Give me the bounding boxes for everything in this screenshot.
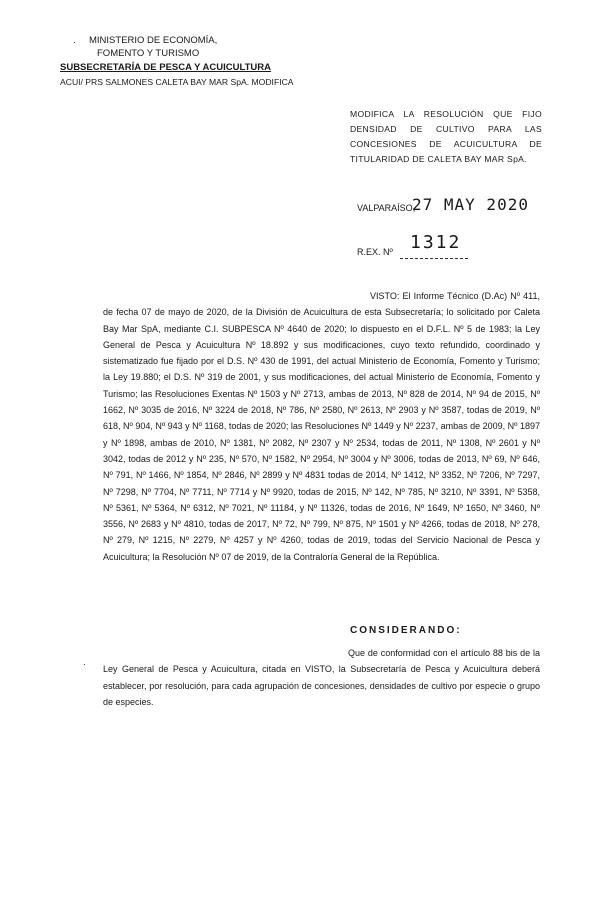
rex-number-stamp: 1312 bbox=[410, 232, 462, 253]
rex-label: R.EX. Nº bbox=[357, 247, 393, 257]
considerando-paragraph: Que de conformidad con el artículo 88 bis de la Ley General de Pesca y Acuicultura, citada en VISTO, la Subsecretaría de Pesca y Acuicultura deberá establecer, por resolución, para cada agrupación de concesiones, densidades de cultivo por especie o grupo de especies. bbox=[103, 648, 540, 707]
margin-mark: · bbox=[83, 659, 86, 669]
reference-line: ACUI/ PRS SALMONES CALETA BAY MAR SpA. MODIFICA bbox=[60, 77, 294, 87]
rex-underline bbox=[400, 258, 468, 259]
ministry-line-1: MINISTERIO DE ECONOMÍA, bbox=[89, 35, 218, 46]
place-label: VALPARAÍSO, bbox=[357, 203, 416, 213]
visto-paragraph: VISTO: El Informe Técnico (D.Ac) Nº 411, de fecha 07 de mayo de 2020, de la División de Acuicultura de esta Subsecretaría; lo solicitado por Caleta Bay Mar SpA, mediante C.I. SUBPESCA Nº 4640 de 2020; lo dispuesto en el D.F.L. Nº 5 de 1983; la Ley General de Pesca y Acuicultura Nº 18.892 y sus modificaciones, cuyo texto refundido, coordinado y sistematizado fue fijado por el D.S. Nº 430 de 1991, del actual Ministerio de Economía, Fomento y Turismo; la Ley 19.880; el D.S. Nº 319 de 2001, y sus modificaciones, del actual Ministerio de Economía, Fomento y Turismo; las Resoluciones Exentas Nº 1503 y Nº 2713, ambas de 2013, Nº 828 de 2014, Nº 94 de 2015, Nº 1662, Nº 3035 de 2016, Nº 3224 de 2018, Nº 786, Nº 2580, Nº 2613, Nº 2903 y Nº 3587, todas de 2019, Nº 618, Nº 904, Nº 943 y Nº 1168, todas de 2020; las Resoluciones Nº 1449 y Nº 2237, ambas de 2009, Nº 1897 y Nº 1898, ambas de 2010, Nº 1381, Nº 2082, Nº 2307 y Nº 2534, todas de 2011, Nº 1308, Nº 2601 y Nº 3042, todas de 2012 y Nº 235, Nº 570, Nº 1582, Nº 2954, Nº 3004 y Nº 3006, todas de 2013, Nº 69, Nº 646, Nº 791, Nº 1466, Nº 1854, Nº 2846, Nº 2899 y Nº 4831 todas de 2014, Nº 1412, Nº 3352, Nº 7206, Nº 7297, Nº 7298, Nº 7704, Nº 7711, Nº 7714 y Nº 9920, todas de 2015, Nº 142, Nº 785, Nº 3210, Nº 3391, Nº 5358, Nº 5361, Nº 5364, Nº 6312, Nº 7021, Nº 11184, y Nº 11326, todas de 2016, Nº 1649, Nº 1650, Nº 3460, Nº 3556, Nº 2683 y Nº 4810, todas de 2017, Nº 72, Nº 799, Nº 875, Nº 1501 y Nº 4266, todas de 2018, Nº 278, Nº 279, Nº 1215, Nº 2279, Nº 4257 y Nº 4260, todas de 2019, todas del Servicio Nacional de Pesca y Acuicultura; la Resolución Nº 07 de 2019, de la Contraloría General de la República. bbox=[103, 291, 540, 562]
ministry-line-2: FOMENTO Y TURISMO bbox=[97, 48, 200, 59]
resolution-subject: MODIFICA LA RESOLUCIÓN QUE FIJO DENSIDAD DE CULTIVO PARA LAS CONCESIONES DE ACUICULTURA DE TITULARIDAD DE CALETA BAY MAR SpA. bbox=[350, 109, 542, 164]
subsecretaria-heading: SUBSECRETARÍA DE PESCA Y ACUICULTURA bbox=[60, 62, 271, 73]
resolution-date-stamp: 27 MAY 2020 bbox=[412, 195, 529, 214]
header-bullet: · bbox=[73, 37, 76, 47]
considerando-heading: CONSIDERANDO: bbox=[350, 625, 462, 636]
